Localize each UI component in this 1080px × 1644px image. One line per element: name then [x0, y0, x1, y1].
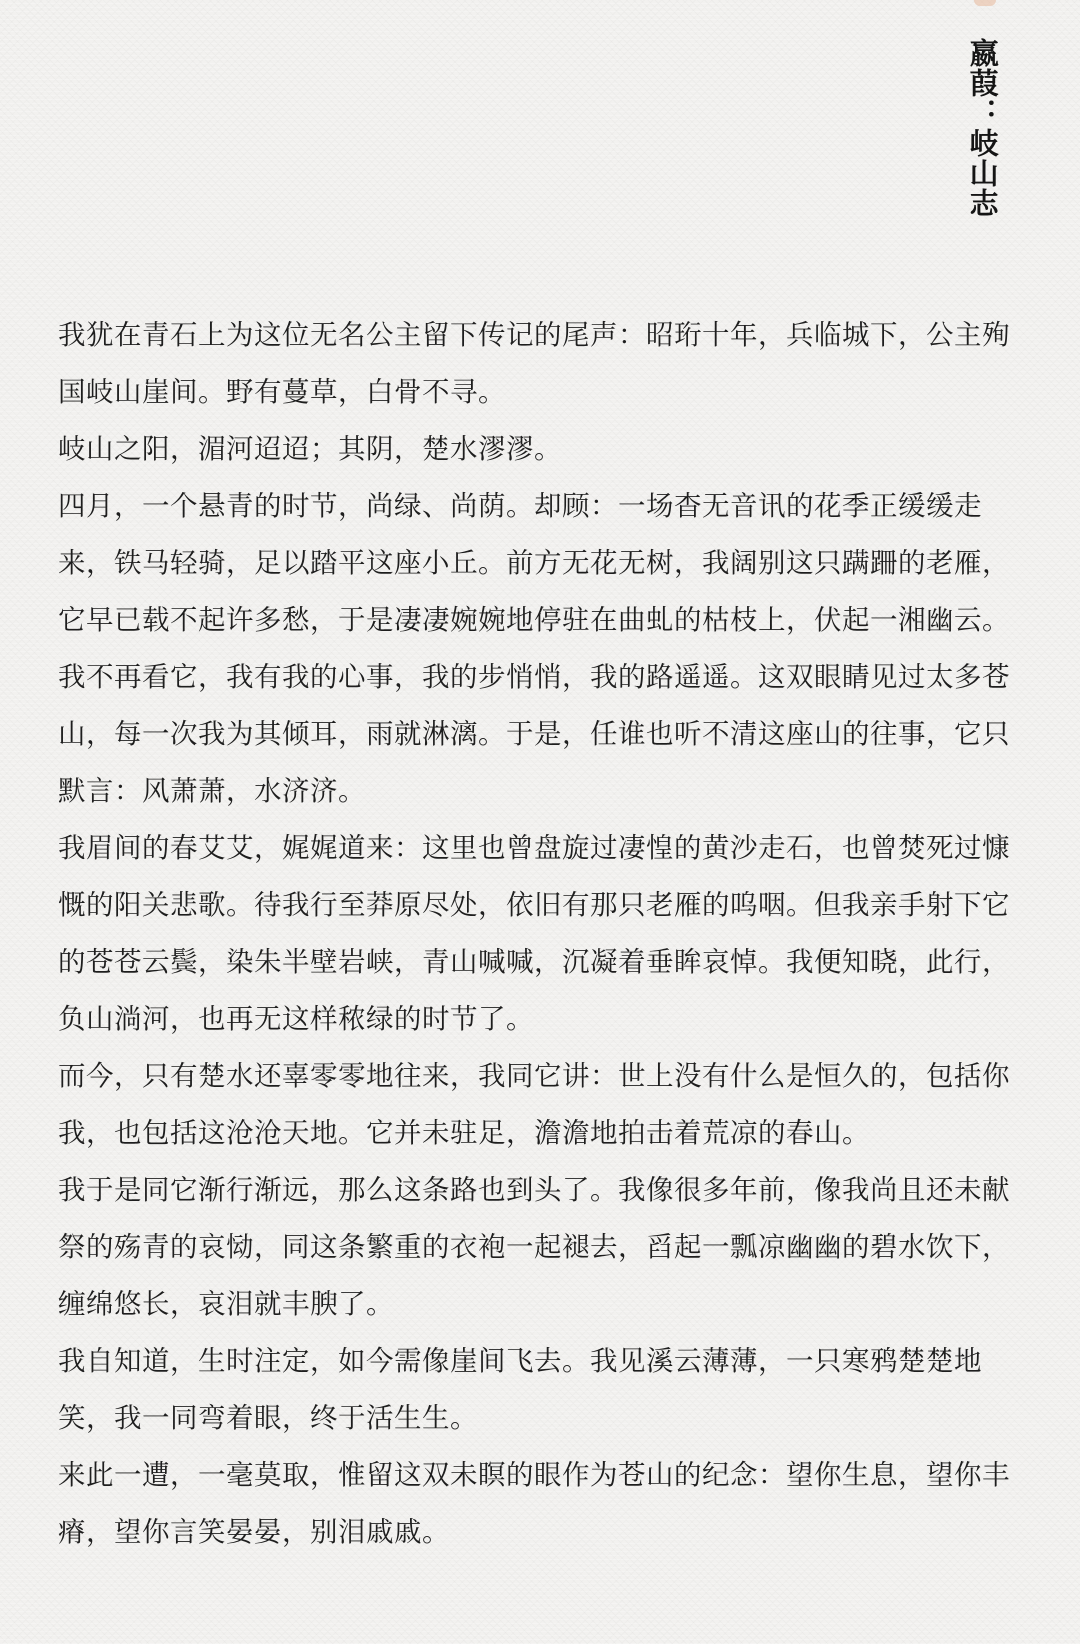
paragraph: 来此一遭，一毫莫取，惟留这双未瞑的眼作为苍山的纪念：望你生息，望你丰瘠，望你言笑晏晏，别泪戚戚。 [58, 1459, 1010, 1548]
paragraph: 四月，一个悬青的时节，尚绿、尚荫。却顾：一场杳无音讯的花季正缓缓走来，铁马轻骑，足以踏平这座小丘。前方无花无树，我阔别这只蹒跚的老雁，它早已载不起许多愁，于是凄凄婉婉地停驻在曲虬的枯枝上，伏起一湘幽云。 [58, 490, 1010, 636]
paragraph: 我于是同它渐行渐远，那么这条路也到头了。我像很多年前，像我尚且还未献祭的殇青的哀恸，同这条繁重的衣袍一起褪去，舀起一瓢凉幽幽的碧水饮下，缠绵悠长，哀泪就丰腴了。 [58, 1174, 1010, 1320]
paragraph: 我不再看它，我有我的心事，我的步悄悄，我的路遥遥。这双眼睛见过太多苍山，每一次我为其倾耳，雨就淋漓。于是，任谁也听不清这座山的往事，它只默言：风萧萧，水济济。 [58, 661, 1010, 807]
corner-decoration [974, 0, 996, 6]
page-title: 嬴葭：岐山志 [965, 38, 1000, 218]
paragraph: 我自知道，生时注定，如今需像崖间飞去。我见溪云薄薄，一只寒鸦楚楚地笑，我一同弯着眼，终于活生生。 [58, 1345, 982, 1434]
article-body [58, 307, 1030, 1561]
paragraph: 我犹在青石上为这位无名公主留下传记的尾声：昭珩十年，兵临城下，公主殉国岐山崖间。野有蔓草，白骨不寻。 [58, 319, 1010, 408]
paragraph: 我眉间的春艾艾，娓娓道来：这里也曾盘旋过凄惶的黄沙走石，也曾焚死过慷慨的阳关悲歌。待我行至莽原尽处，依旧有那只老雁的呜咽。但我亲手射下它的苍苍云鬓，染朱半壁岩峡，青山喊喊，沉凝着垂眸哀悼。我便知晓，此行，负山淌河，也再无这样秾绿的时节了。 [58, 832, 1010, 1035]
paragraph: 岐山之阳，湄河迢迢；其阴，楚水漻漻。 [58, 433, 562, 465]
paragraph: 而今，只有楚水还辜零零地往来，我同它讲：世上没有什么是恒久的，包括你我，也包括这沧沧天地。它并未驻足，澹澹地拍击着荒凉的春山。 [58, 1060, 1010, 1149]
